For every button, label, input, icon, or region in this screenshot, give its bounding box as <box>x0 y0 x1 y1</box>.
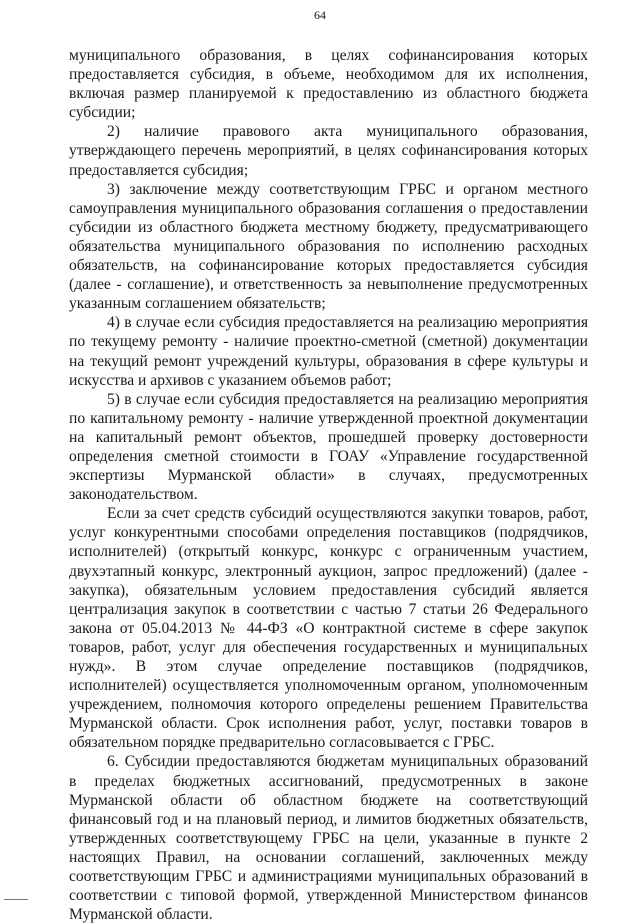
paragraph-procurement: Если за счет средств субсидий осуществляются закупки товаров, работ, услуг конкурентными способами определения поставщиков (подрядчиков, исполнителей) (открытый конкурс, конкурс с ограниченным участием, двухэтапный конкурс, электронный аукцион, запрос предложений) (далее - закупка), обязательным условием предоставления субсидий является централизация закупок в соответствии с частью 7 статьи 26 Федерального закона от 05.04.2013 № 44-ФЗ «О контрактной системе в сфере закупок товаров, работ, услуг для обеспечения государственных и муниципальных нужд». В этом случае определение поставщиков (подрядчиков, исполнителей) осуществляется уполномоченным органом, уполномоченным учреждением, полномочия которого определены решением Правительства Мурманской области. Срок исполнения работ, услуг, поставки товаров в обязательном порядке предварительно согласовывается с ГРБС. <box>69 505 588 752</box>
paragraph-continuation: муниципального образования, в целях софинансирования которых предоставляется субсидия, в объеме, необходимом для их исполнения, включая размер планируемой к предоставлению из областного бюджета субсидии; <box>69 47 588 122</box>
paragraph-item-5: 5) в случае если субсидия предоставляется на реализацию мероприятия по капитальному ремонту - наличие утвержденной проектной документации на капитальный ремонт объектов, прошедшей проверку достоверности определения сметной стоимости в ГОАУ «Управление государственной экспертизы Мурманской области» в случаях, предусмотренных законодательством. <box>69 390 588 504</box>
paragraph-item-4: 4) в случае если субсидия предоставляется на реализацию мероприятия по текущему ремонту - наличие проектно-сметной (сметной) документации на текущий ремонт учреждений культуры, образования в сфере культуры и искусства и архивов с указанием объемов работ; <box>69 314 588 389</box>
page-number: 64 <box>314 8 326 22</box>
paragraph-item-2: 2) наличие правового акта муниципального образования, утверждающего перечень мероприятий, в целях софинансирования которых предоставляется субсидия; <box>69 123 588 179</box>
scan-mark <box>4 899 28 900</box>
paragraph-item-3: 3) заключение между соответствующим ГРБС и органом местного самоуправления муниципального образования соглашения о предоставлении субсидии из областного бюджета местному бюджету, предусматривающего обязательства муниципального образования по исполнению расходных обязательств, на софинансирование которых предоставляется субсидия (далее - соглашение), и ответственность за невыполнение предусмотренных указанным соглашением обязательств; <box>69 180 588 313</box>
document-body <box>69 46 588 924</box>
paragraph-section-6: 6. Субсидии предоставляются бюджетам муниципальных образований в пределах бюджетных ассигнований, предусмотренных в законе Мурманской области об областном бюджете на соответствующий финансовый год и на плановый период, и лимитов бюджетных обязательств, утвержденных соответствующему ГРБС на цели, указанные в пункте 2 настоящих Правил, на основании соглашений, заключенных между соответствующим ГРБС и администрациями муниципальных образований в соответствии с типовой формой, утвержденной Министерством финансов Мурманской области. <box>69 753 588 924</box>
